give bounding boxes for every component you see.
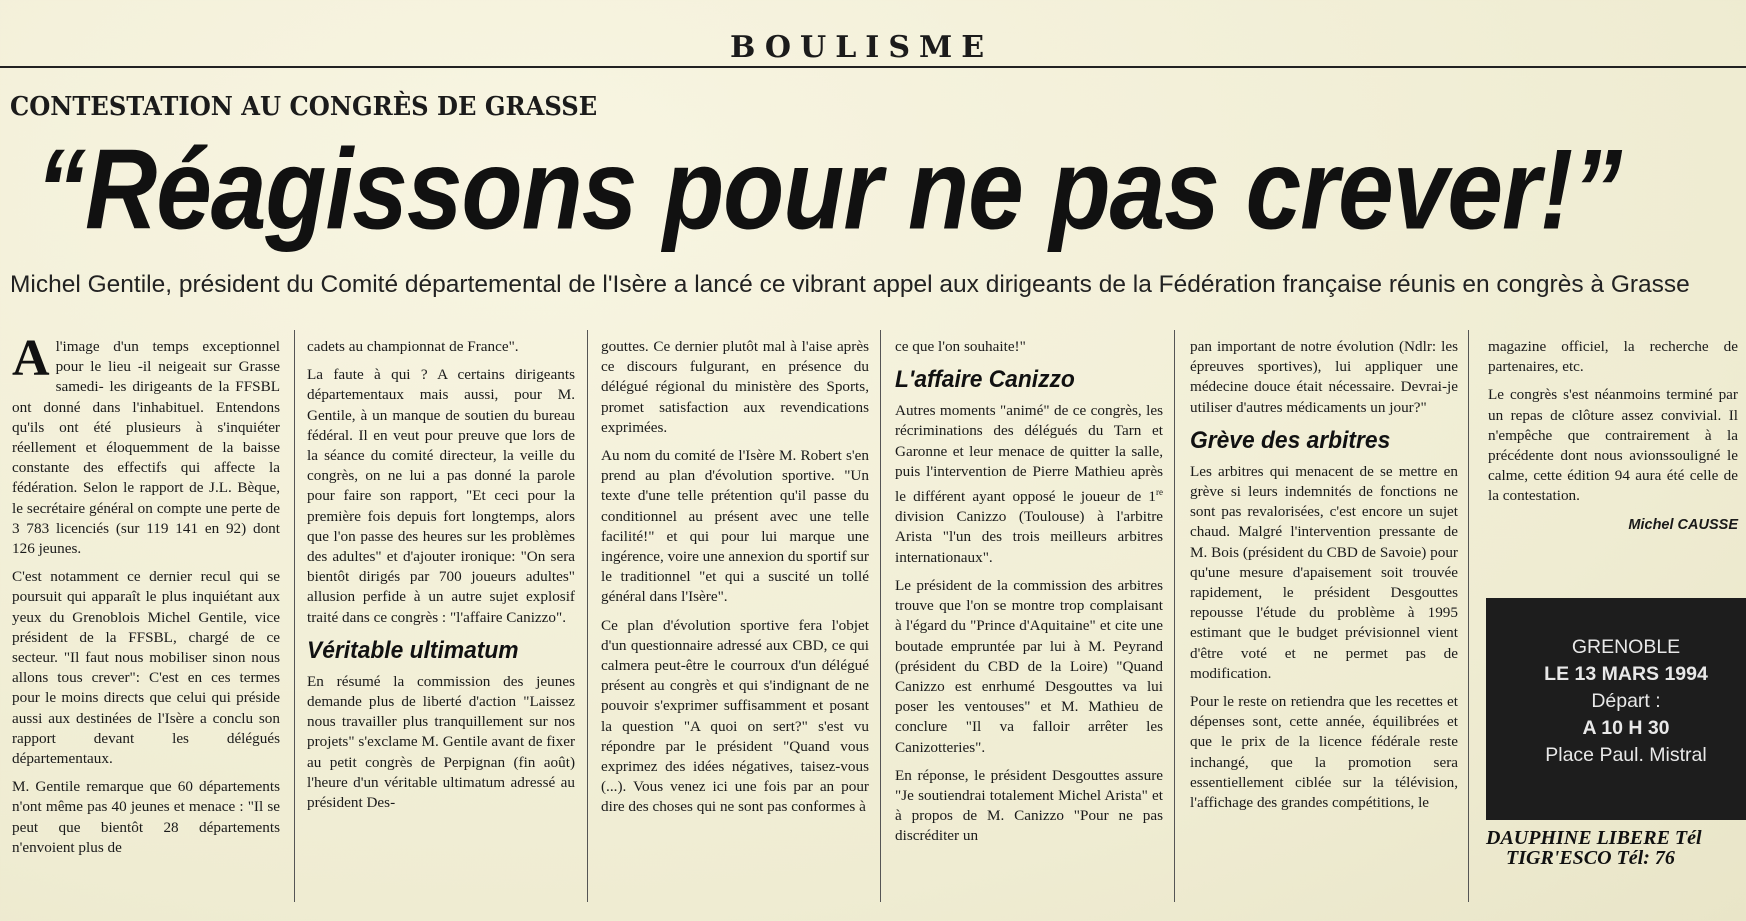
article-column-6 — [1488, 337, 1738, 535]
sponsor-credits — [1486, 828, 1746, 868]
paragraph: En réponse, le président Desgouttes assure "Je soutiendrai totalement Michel Arista" et à propos de M. Canizzo "Pour ne pas discréditer un — [895, 766, 1163, 845]
paragraph: l'image d'un temps exceptionnel pour le lieu -il neigeait sur Grasse samedi- les dirigeants de la FFSBL ont donné dans l'inhabituel. Entendons qu'ils ont été plusieurs à s'inquiéter réellement et éloquemment de la baisse constante des effectifs qui affecte la fédération. Selon le rapport de J.L. Bèque, le secrétaire général on compte une perte de 3 783 licenciés (sur 119 141 en 92) dont 126 jeunes. — [12, 338, 280, 558]
kicker: CONTESTATION AU CONGRÈS DE GRASSE — [10, 92, 598, 122]
paragraph: Les arbitres qui menacent de se mettre en grève si leurs indemnités de fonctions ne sont pas revalorisées, c'est encore un sujet chaud. Malgré l'intervention pressante de M. Bois (président du CBD de Savoie) pour qu'une mesure d'apaisement soit trouvée rapidement, le président Desgouttes repousse l'étude du problème à 1995 estimant que le budget prévisionnel vient d'être voté et ne permet pas de modification. — [1190, 462, 1458, 682]
paragraph-text: division Canizzo (Toulouse) à l'arbitre Arista "l'un des trois meilleurs arbitres internationaux". — [895, 508, 1163, 566]
paragraph: En résumé la commission des jeunes demande plus de liberté d'action "Laissez nous travailler plus tranquillement sur nos projets" s'exclame M. Gentile avant de fixer au petit congrès de Perpignan (fin août) l'heure d'un véritable ultimatum adressé au président Des- — [307, 672, 575, 812]
paragraph: C'est notamment ce dernier recul qui se poursuit qui apparaît le plus inquiétant aux yeux du Grenoblois Michel Gentile, vice président de la FFSBL, chargé de ce secteur. "Il faut nous mobiliser sinon nous allons tous crever": C'est en ces termes pour le moins directs que celui qui préside aussi aux destinées de l'Isère a conclu son rapport devant les délégués départementaux. — [12, 568, 280, 768]
subheading: L'affaire Canizzo — [895, 366, 1075, 394]
paragraph: M. Gentile remarque que 60 départements n'ont même pas 40 jeunes et menace : "Il se peut que bientôt 28 départements n'envoient plus de — [12, 778, 280, 856]
top-rule — [0, 66, 1746, 68]
sponsor-line-2: TIGR'ESCO Tél: 76 — [1506, 847, 1675, 869]
paragraph: pan important de notre évolution (Ndlr: les épreuves sportives), lui appliquer une médecine douce était nécessaire. Devrai-je utiliser d'autres médicaments un jour?" — [1190, 338, 1458, 416]
event-depart-label: Départ : — [1591, 690, 1661, 712]
author-signature: Michel CAUSSE — [1628, 516, 1738, 533]
paragraph: Au nom du comité de l'Isère M. Robert s'en prend au plan d'évolution sportive. "Un texte d'une telle prétention qu'il passe du conditionnel au présent avec une telle facilité!" et qui pour lui marque une ingérence, voire une annexion du sportif sur le traditionnel "et qui a suscité un tollé général dans l'Isère". — [601, 447, 869, 606]
column-rule — [1468, 330, 1469, 902]
event-city: GRENOBLE — [1571, 636, 1681, 658]
event-time: A 10 H 30 — [1582, 717, 1670, 739]
article-column-2 — [307, 337, 575, 821]
paragraph: gouttes. Ce dernier plutôt mal à l'aise après ce discours fulgurant, en présence du délégué régional du ministère des Sports, promet satisfaction aux revendications exprimées. — [601, 338, 869, 436]
event-box — [1486, 598, 1746, 820]
article-column-5 — [1190, 337, 1458, 821]
drop-cap: A — [12, 330, 50, 387]
sponsor-line-1: DAUPHINE LIBERE Tél — [1486, 827, 1702, 849]
subheading: Véritable ultimatum — [307, 636, 519, 664]
paragraph: Le congrès s'est néanmoins terminé par un repas de clôture assez convivial. Il n'empêche que contrairement à la précédente dont nous avionssouligné le calme, cette édition 94 aura été celle de la contestation. — [1488, 386, 1738, 505]
paragraph: Pour le reste on retiendra que les recettes et dépenses sont, cette année, équilibrées et que le prix de la licence fédérale reste inchangé, que la promotion sera essentiellement ciblée sur la télévision, l'affichage des grandes compétitions, le — [1190, 693, 1458, 812]
subheading: Grève des arbitres — [1190, 426, 1391, 454]
section-title: BOULISME — [730, 30, 994, 65]
article-column-3 — [601, 337, 869, 826]
column-rule — [1174, 330, 1175, 902]
paragraph: Le président de la commission des arbitres trouve que l'on se montre trop complaisant à l'égard du "Prince d'Aquitaine" et cite une boutade empruntée par lui à M. Peyrand (président du CBD de la Loire) "Quand Canizzo est enrhumé Desgouttes va lui poser les ventouses" et M. Mathieu de conclure "Il va falloir arrêter les Canizotteries". — [895, 576, 1163, 756]
article-column-4 — [895, 337, 1163, 855]
paragraph: La faute à qui ? A certains dirigeants départementaux mais aussi, pour M. Gentile, à un manque de soutien du bureau fédéral. Il en veut pour preuve que lors de la séance du comité directeur, la veille du congrès, on ne lui a pas donné la parole pour faire son rapport, "Et ceci pour la première fois depuis fort longtemps, alors que l'on passe des heures sur les problèmes des adultes" et d'ajouter ironique: "On sera bientôt dirigés par 700 joueurs adultes" allusion perfide à un autre sujet explosif traité dans ce congrès : "l'affaire Canizzo". — [307, 366, 575, 626]
paragraph: ce que l'on souhaite!" — [895, 338, 1026, 355]
standfirst: Michel Gentile, président du Comité départemental de l'Isère a lancé ce vibrant appel aux dirigeants de la Fédération française réunis en congrès à Grasse — [10, 271, 1690, 298]
headline: “Réagissons pour ne pas crever!” — [36, 125, 1622, 253]
paragraph — [895, 401, 1163, 568]
event-date: LE 13 MARS 1994 — [1544, 663, 1708, 685]
paragraph: Ce plan d'évolution sportive fera l'objet d'un questionnaire adressé aux CBD, ce qui calmera peut-être le courroux d'un délégué présent au congrès et qui s'indignant de ne pouvoir s'exprimer suffisamment et posant la question "A quoi on sert?" s'est vu répondre par le président "Quand vous exprimez des idées négatives, taisez-vous (...). Vous venez ici une fois par an pour dire des choses qui ne sont pas conformes à — [601, 616, 869, 816]
column-rule — [294, 330, 295, 902]
column-rule — [587, 330, 588, 902]
event-place: Place Paul. Mistral — [1545, 744, 1707, 766]
paragraph: cadets au championnat de France". — [307, 338, 519, 355]
ordinal-suffix: re — [1156, 487, 1163, 498]
paragraph: magazine officiel, la recherche de partenaires, etc. — [1488, 338, 1738, 376]
paragraph-text: Autres moments "animé" de ce congrès, les récriminations des délégués du Tarn et Garonne et leur menace de quitter la salle, puis l'intervention de Pierre Mathieu après le différent ayant opposé le joueur de 1 — [895, 402, 1163, 506]
article-column-1 — [12, 330, 280, 866]
column-rule — [880, 330, 881, 902]
